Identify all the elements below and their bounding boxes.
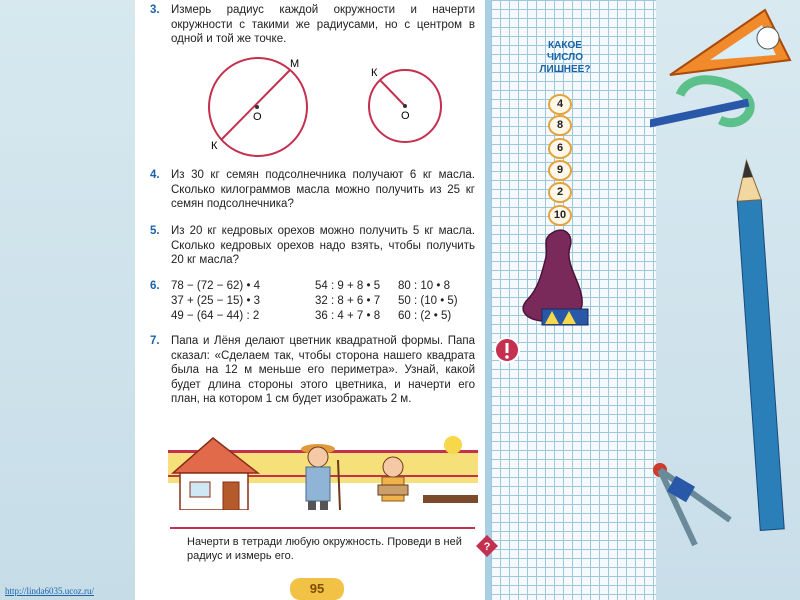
expression: 49 − (64 − 44) : 2 bbox=[171, 310, 260, 322]
expression: 80 : 10 • 8 bbox=[398, 280, 450, 292]
bottom-task-text: Начерти в тетради любую окружность. Проведи в ней радиус и измерь его. bbox=[187, 536, 462, 562]
question-icon bbox=[476, 535, 498, 557]
number-bubble: 9 bbox=[548, 160, 572, 181]
label-o2: О bbox=[401, 110, 410, 122]
diameter-line bbox=[221, 70, 290, 140]
expression: 50 : (10 • 5) bbox=[398, 295, 458, 307]
number-bubble: 8 bbox=[548, 115, 572, 136]
expression: 32 : 8 + 6 • 7 bbox=[315, 295, 381, 307]
pencil-icon bbox=[734, 160, 784, 531]
number-bubble: 2 bbox=[548, 182, 572, 203]
task-number: 4. bbox=[150, 169, 160, 181]
expression: 60 : (2 • 5) bbox=[398, 310, 452, 322]
task-text: Из 20 кг кедровых орехов можно получить 5 кг масла. Сколько кедровых орехов надо взять, чтобы получить 20 кг масла? bbox=[171, 225, 475, 266]
center-point-1 bbox=[255, 105, 259, 109]
garden-bed bbox=[423, 495, 478, 503]
expression: 78 − (72 − 62) • 4 bbox=[171, 280, 261, 292]
source-url: http://linda6035.ucoz.ru/ bbox=[5, 586, 94, 596]
task-text: Измерь радиус каждой окружности и начерти окружности с такими же радиусами, но с центром в одной и той же точке. bbox=[171, 4, 475, 45]
number-bubble: 4 bbox=[548, 94, 572, 115]
number-bubble: 6 bbox=[548, 138, 572, 159]
task-7 bbox=[150, 334, 475, 407]
stationery-decoration bbox=[650, 0, 800, 600]
expression: 37 + (25 − 15) • 3 bbox=[171, 295, 261, 307]
task-5 bbox=[150, 224, 475, 268]
expression: 54 : 9 + 8 • 5 bbox=[315, 280, 381, 292]
svg-text:?: ? bbox=[483, 541, 491, 553]
task-4 bbox=[150, 168, 475, 212]
house-door bbox=[223, 482, 239, 510]
radius-line bbox=[380, 80, 405, 106]
task-number: 5. bbox=[150, 225, 160, 237]
expression: 36 : 4 + 7 • 8 bbox=[315, 310, 381, 322]
label-o1: О bbox=[253, 111, 262, 123]
center-point-2 bbox=[403, 104, 407, 108]
garden-illustration bbox=[168, 435, 478, 510]
warning-icon bbox=[494, 337, 520, 363]
task-number: 7. bbox=[150, 335, 160, 347]
ruler-icon bbox=[650, 99, 749, 134]
label-k1: К bbox=[211, 140, 218, 152]
task-text: Из 30 кг семян подсолнечника получают 6 кг масла. Сколько килограммов масла можно получить из 25 кг семян подсолнечника? bbox=[171, 169, 475, 210]
task-number: 6. bbox=[150, 280, 160, 292]
label-k2: К bbox=[371, 67, 378, 79]
task-text: Папа и Лёня делают цветник квадратной формы. Папа сказал: «Сделаем так, чтобы сторона нашего квадрата была на 12 м меньше его периметра». Узнай, какой будет длина стороны этого цветника, и начерти его план, на котором 1 см будет изображать 2 м. bbox=[171, 335, 475, 405]
sun bbox=[444, 436, 462, 454]
page-number: 95 bbox=[290, 578, 344, 600]
compass-icon bbox=[653, 463, 730, 545]
task-number: 3. bbox=[150, 4, 160, 16]
smiley-eye-icon bbox=[757, 27, 779, 49]
house-window bbox=[190, 482, 210, 497]
number-bubble: 10 bbox=[548, 205, 572, 226]
seal-illustration bbox=[512, 225, 602, 335]
odd-one-out-title: КАКОЕ ЧИСЛО ЛИШНЕЕ? bbox=[539, 40, 591, 75]
label-m: М bbox=[290, 58, 300, 70]
